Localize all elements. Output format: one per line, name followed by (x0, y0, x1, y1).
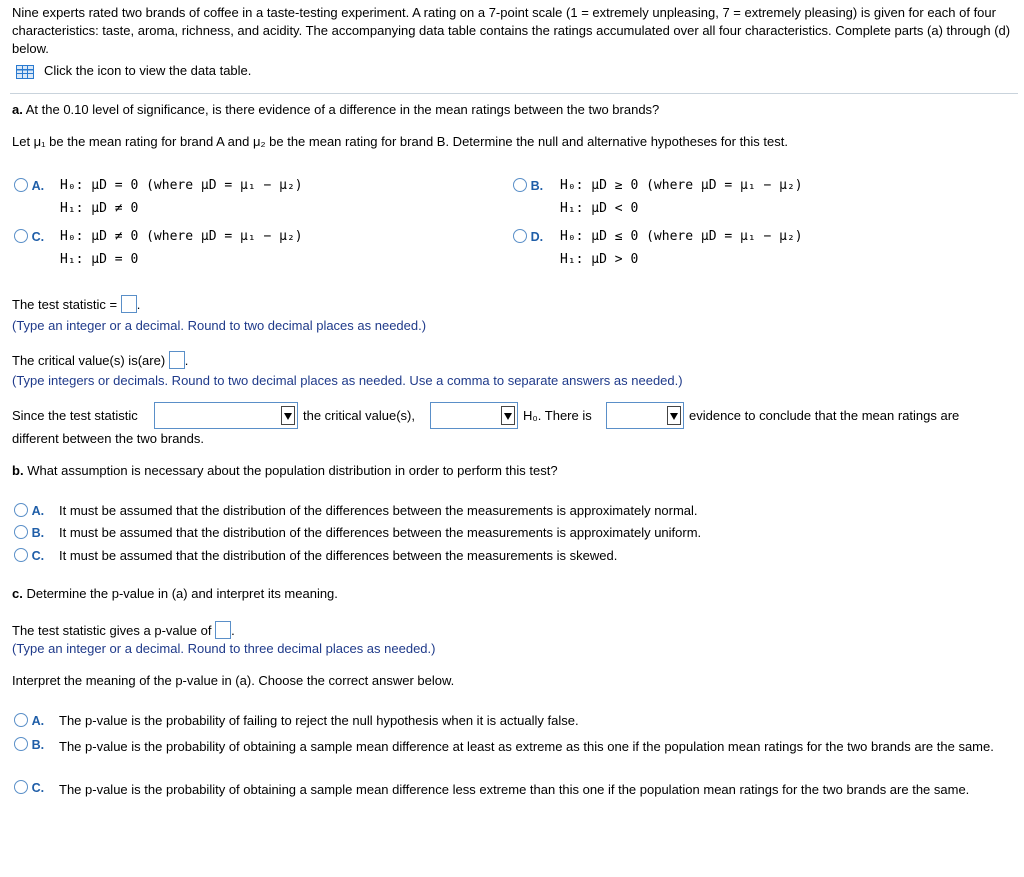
critical-value-row: The critical value(s) is(are) . (12, 353, 189, 368)
option-d-h1: H₁: μD > 0 (560, 252, 639, 267)
test-statistic-label: The test statistic = (12, 297, 118, 312)
part-b-question (12, 463, 558, 478)
data-table-icon[interactable] (16, 65, 34, 79)
part-b-option-c-letter: C. (31, 549, 45, 563)
interpret-prompt: Interpret the meaning of the p-value in (a). Choose the correct answer below. (12, 673, 455, 688)
part-b-option-c[interactable] (14, 548, 44, 563)
radio-b-option-a[interactable] (14, 503, 28, 517)
part-c-question (12, 586, 338, 601)
part-c-option-c[interactable] (14, 780, 44, 795)
part-b-option-a-letter: A. (31, 504, 45, 518)
part-c-option-a-text: The p-value is the probability of failing to reject the null hypothesis when it is actually false. (59, 713, 579, 728)
p-value-hint: (Type an integer or a decimal. Round to three decimal places as needed.) (12, 641, 436, 656)
divider (10, 93, 1018, 94)
p-value-input[interactable] (215, 621, 231, 639)
radio-b-option-b[interactable] (14, 525, 28, 539)
radio-c-option-a[interactable] (14, 713, 28, 727)
dropdown-arrow-icon (281, 406, 295, 425)
part-c-label: c. (12, 586, 23, 601)
radio-option-b[interactable] (513, 178, 527, 192)
part-c-option-a-letter: A. (31, 714, 45, 728)
option-d-h0: H₀: μD ≤ 0 (where μD = μ₁ − μ₂) (560, 229, 803, 244)
radio-b-option-c[interactable] (14, 548, 28, 562)
option-c-hypothesis[interactable] (14, 229, 44, 244)
option-b-h1: H₁: μD < 0 (560, 201, 639, 216)
radio-c-option-c[interactable] (14, 780, 28, 794)
test-statistic-input[interactable] (121, 295, 137, 313)
decision-dropdown[interactable] (430, 402, 518, 429)
problem-intro: Nine experts rated two brands of coffee in a taste-testing experiment. A rating on a 7-point scale (1 = extremely unpleasing, 7 = extremely pleasing) is given for each of four characteristics: taste, aroma, richness, and acidity. The accompanying data table contains the ratings accumulated over all four characteristics. Complete parts (a) through (d) below. (12, 5, 1011, 56)
part-c-option-c-text: The p-value is the probability of obtaining a sample mean difference less extreme than this one if the population mean ratings for the two brands are the same. (59, 782, 970, 797)
option-d-letter: D. (530, 230, 544, 244)
part-b-option-a-text: It must be assumed that the distribution of the differences between the measurements is approximately normal. (59, 503, 698, 518)
since-text-2: the critical value(s), (303, 408, 415, 423)
radio-option-d[interactable] (513, 229, 527, 243)
part-b-option-b-letter: B. (31, 526, 45, 540)
evidence-dropdown[interactable] (606, 402, 684, 429)
since-text-3: H₀. There is (523, 408, 592, 423)
option-a-letter: A. (31, 179, 45, 193)
data-table-link[interactable]: Click the icon to view the data table. (44, 63, 252, 78)
part-c-option-b-text: The p-value is the probability of obtaining a sample mean difference at least as extreme as this one if the population mean ratings for the two brands are the same. (59, 739, 994, 754)
test-statistic-hint: (Type an integer or a decimal. Round to two decimal places as needed.) (12, 318, 427, 333)
part-c-option-b[interactable] (14, 737, 44, 752)
dropdown-arrow-icon (667, 406, 681, 425)
part-b-option-b[interactable] (14, 525, 44, 540)
part-c-option-a[interactable] (14, 713, 44, 728)
option-a-h0: H₀: μD = 0 (where μD = μ₁ − μ₂) (60, 178, 303, 193)
option-b-letter: B. (530, 179, 544, 193)
since-text-1: Since the test statistic (12, 408, 138, 423)
part-a-question (12, 102, 659, 117)
option-a-h1: H₁: μD ≠ 0 (60, 201, 139, 216)
part-c-option-c-letter: C. (31, 781, 45, 795)
critical-value-label: The critical value(s) is(are) (12, 353, 166, 368)
option-a-hypothesis[interactable] (14, 178, 44, 193)
part-b-option-a[interactable] (14, 503, 44, 518)
option-c-h1: H₁: μD = 0 (60, 252, 139, 267)
critical-value-hint: (Type integers or decimals. Round to two decimal places as needed. Use a comma to separate answers as needed.) (12, 373, 683, 388)
option-d-hypothesis[interactable] (513, 229, 543, 244)
option-b-hypothesis[interactable] (513, 178, 543, 193)
p-value-label: The test statistic gives a p-value of (12, 623, 212, 638)
part-a-definition: Let μ₁ be the mean rating for brand A and μ₂ be the mean rating for brand B. Determine the null and alternative hypotheses for this test. (12, 134, 788, 149)
option-c-letter: C. (31, 230, 45, 244)
option-b-h0: H₀: μD ≥ 0 (where μD = μ₁ − μ₂) (560, 178, 803, 193)
part-b-option-b-text: It must be assumed that the distribution of the differences between the measurements is approximately uniform. (59, 525, 702, 540)
comparison-dropdown-1[interactable] (154, 402, 298, 429)
since-text-5: different between the two brands. (12, 431, 204, 446)
dropdown-arrow-icon (501, 406, 515, 425)
part-b-question-text: What assumption is necessary about the population distribution in order to perform this test? (27, 463, 558, 478)
radio-c-option-b[interactable] (14, 737, 28, 751)
part-a-label: a. (12, 102, 23, 117)
critical-value-input[interactable] (169, 351, 185, 369)
radio-option-a[interactable] (14, 178, 28, 192)
radio-option-c[interactable] (14, 229, 28, 243)
test-statistic-row: The test statistic = . (12, 297, 141, 312)
part-b-option-c-text: It must be assumed that the distribution of the differences between the measurements is skewed. (59, 548, 618, 563)
since-text-4: evidence to conclude that the mean ratings are (689, 408, 960, 423)
part-c-question-text: Determine the p-value in (a) and interpret its meaning. (26, 586, 338, 601)
part-b-label: b. (12, 463, 24, 478)
p-value-row: The test statistic gives a p-value of . (12, 623, 235, 638)
part-a-question-text: At the 0.10 level of significance, is there evidence of a difference in the mean ratings between the two brands? (25, 102, 660, 117)
option-c-h0: H₀: μD ≠ 0 (where μD = μ₁ − μ₂) (60, 229, 303, 244)
part-c-option-b-letter: B. (31, 738, 45, 752)
